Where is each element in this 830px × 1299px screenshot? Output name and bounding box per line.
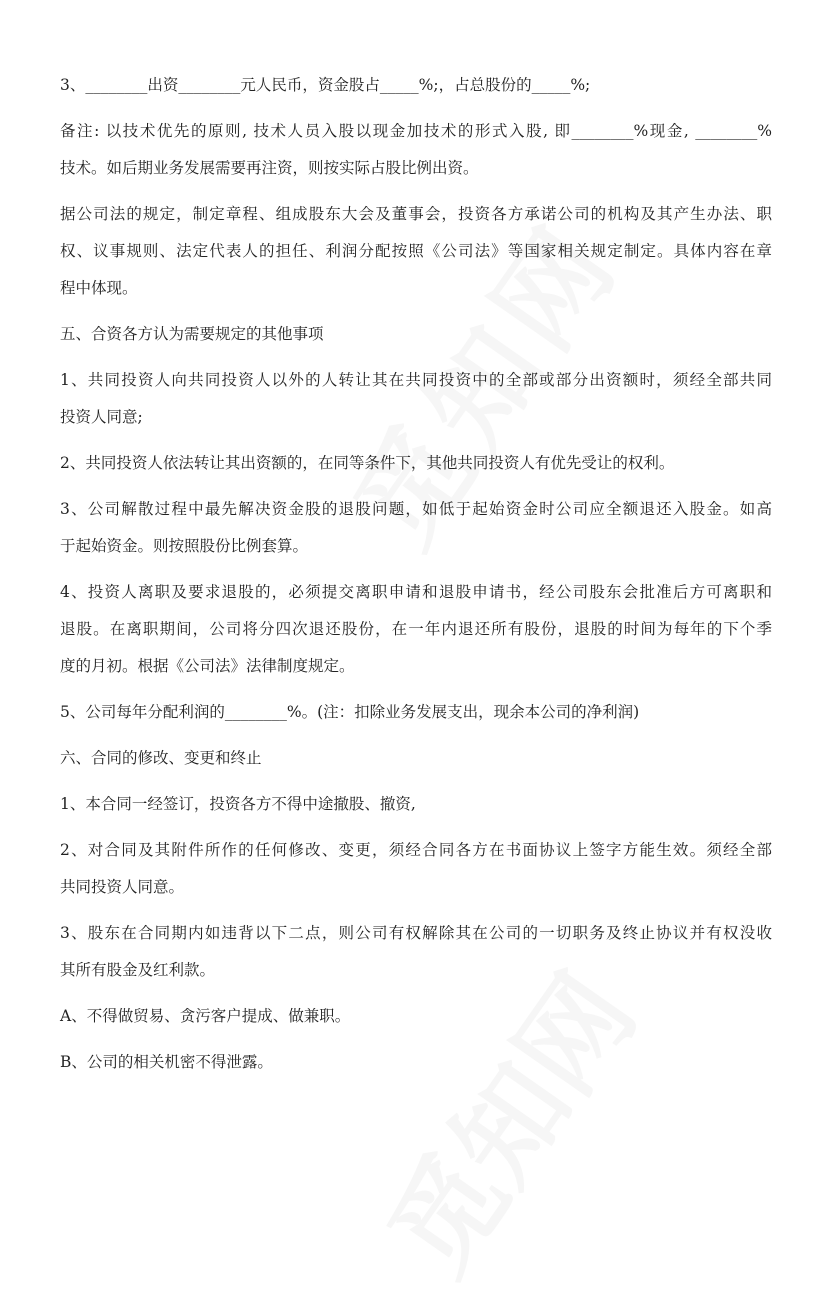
paragraph (60, 316, 772, 353)
text-line: 2、对合同及其附件所作的任何修改、变更，须经合同各方在书面协议上签字方能生效。须经全部 (60, 841, 772, 859)
text-line: 共同投资人同意。 (60, 878, 185, 896)
paragraph (60, 196, 772, 307)
text-line: 2、共同投资人依法转让其出资额的，在同等条件下，其他共同投资人有优先受让的权利。 (60, 454, 675, 472)
text-line: 3、股东在合同期内如违背以下二点，则公司有权解除其在公司的一切职务及终止协议并有权没收 (60, 924, 772, 942)
paragraph (60, 362, 772, 436)
text-line: 3、公司解散过程中最先解决资金股的退股问题，如低于起始资金时公司应全额退还入股金。如高 (60, 500, 772, 518)
text-line: 3、________出资________元人民币，资金股占_____%;，占总股份的_____%; (60, 76, 591, 94)
text-line: 4、投资人离职及要求退股的，必须提交离职申请和退股申请书，经公司股东会批准后方可离职和 (60, 583, 772, 601)
text-line: 于起始资金。则按照股份比例套算。 (60, 537, 309, 555)
text-line: 1、本合同一经签订，投资各方不得中途撤股、撤资, (60, 795, 416, 813)
text-line: 备注: 以技术优先的原则, 技术人员入股以现金加技术的形式入股, 即________%现金, ________% (60, 122, 772, 140)
text-line: 投资人同意; (60, 408, 143, 426)
text-line: 据公司法的规定，制定章程、组成股东大会及董事会，投资各方承诺公司的机构及其产生办法、职 (60, 205, 772, 223)
text-line: 度的月初。根据《公司法》法律制度规定。 (60, 657, 355, 675)
text-line: 1、共同投资人向共同投资人以外的人转让其在共同投资中的全部或部分出资额时，须经全部共同 (60, 371, 772, 389)
paragraph (60, 915, 772, 989)
paragraph (60, 786, 772, 823)
text-line: 权、议事规则、法定代表人的担任、利润分配按照《公司法》等国家相关规定制定。具体内容在章 (60, 242, 772, 260)
paragraph (60, 998, 772, 1035)
paragraph (60, 574, 772, 685)
text-line: B、公司的相关机密不得泄露。 (60, 1053, 273, 1071)
paragraph (60, 113, 772, 187)
text-line: 程中体现。 (60, 279, 138, 297)
text-line: 技术。如后期业务发展需要再注资，则按实际占股比例出资。 (60, 159, 479, 177)
document-page (60, 67, 772, 1090)
paragraph (60, 832, 772, 906)
paragraph (60, 491, 772, 565)
paragraph (60, 740, 772, 777)
text-line: A、不得做贸易、贪污客户提成、做兼职。 (60, 1007, 351, 1025)
paragraph (60, 67, 772, 104)
paragraph (60, 694, 772, 731)
paragraph (60, 445, 772, 482)
text-line: 六、合同的修改、变更和终止 (60, 749, 262, 767)
text-line: 5、公司每年分配利润的________%。(注：扣除业务发展支出，现余本公司的净利润) (60, 703, 640, 721)
text-line: 五、合资各方认为需要规定的其他事项 (60, 325, 324, 343)
text-line: 其所有股金及红利款。 (60, 961, 216, 979)
paragraph (60, 1044, 772, 1081)
text-line: 退股。在离职期间，公司将分四次退还股份，在一年内退还所有股份，退股的时间为每年的下个季 (60, 620, 772, 638)
